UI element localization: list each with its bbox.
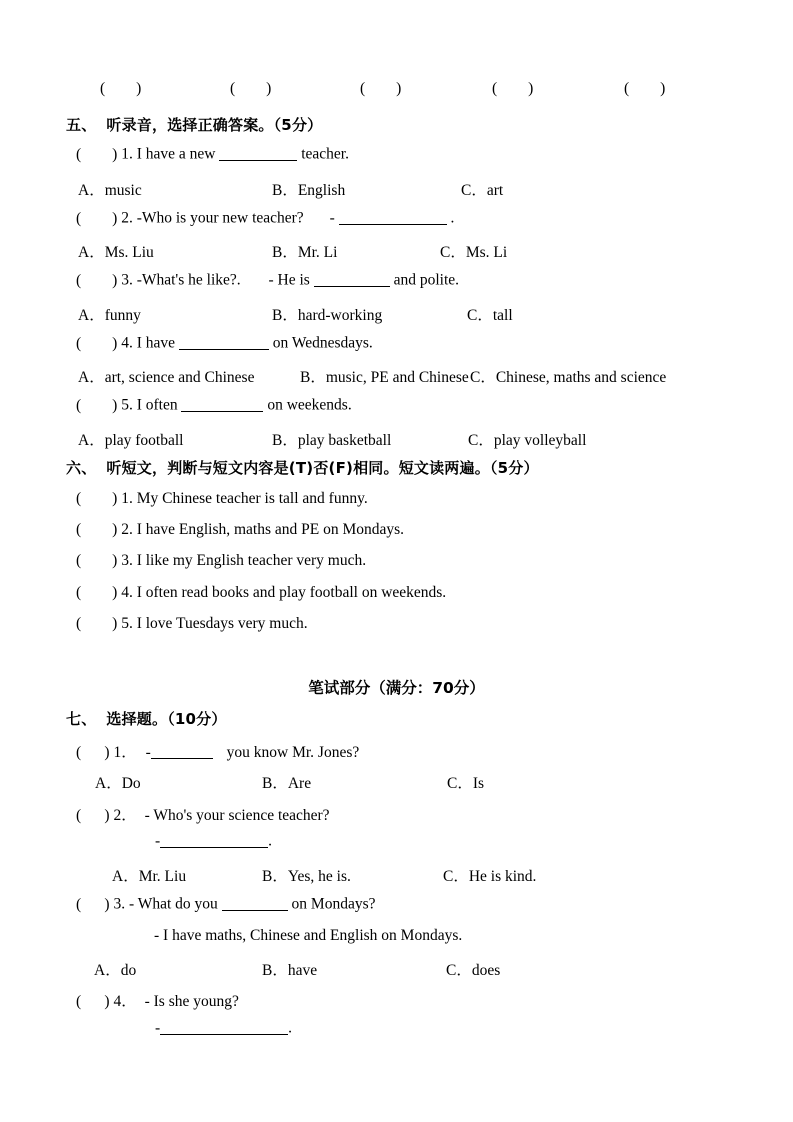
option-c[interactable]: [468, 428, 586, 450]
option-text: Mr. Li: [297, 244, 338, 261]
option-text: He is kind.: [468, 868, 537, 885]
question-text-mid: - He is: [268, 271, 310, 289]
fill-blank[interactable]: [179, 334, 269, 350]
option-letter: C．: [440, 244, 466, 261]
section-six-item-4: [76, 584, 446, 602]
option-letter: C．: [447, 775, 473, 792]
answer-bracket[interactable]: ( ): [76, 145, 118, 163]
option-a[interactable]: [78, 178, 142, 200]
option-b[interactable]: [300, 365, 469, 387]
option-text: Ms. Liu: [104, 244, 154, 261]
option-text: play volleyball: [493, 432, 587, 449]
section-seven-question-3: [76, 895, 375, 914]
question-text-post: on Mondays?: [291, 895, 376, 913]
option-letter: C．: [443, 868, 469, 885]
section-six-item-3: [76, 552, 366, 570]
section-six-title: 听短文，判断与短文内容是(T)否(F)相同。短文读两遍。（5分）: [106, 459, 539, 477]
option-letter: A．: [78, 182, 105, 199]
answer-dash: -: [155, 1019, 161, 1037]
answer-bracket[interactable]: ( ): [76, 584, 118, 601]
answer-bracket-2[interactable]: ( ): [230, 80, 272, 97]
section-six-heading: [66, 457, 539, 478]
question-text-pre: I often: [136, 396, 178, 414]
section-seven-answer-line-2: [155, 832, 272, 851]
option-c[interactable]: [467, 303, 513, 325]
section-five-title: 听录音，选择正确答案。（5分）: [106, 116, 323, 134]
option-letter: C．: [446, 962, 472, 979]
item-text: I often read books and play football on weekends.: [136, 584, 447, 601]
option-text: Chinese, maths and science: [495, 369, 667, 386]
option-text: does: [471, 962, 501, 979]
option-letter: B．: [300, 369, 326, 386]
question-text-pre: I have: [136, 334, 175, 352]
option-b[interactable]: [272, 303, 382, 325]
option-c[interactable]: [446, 958, 500, 980]
option-a[interactable]: [78, 365, 254, 387]
top-answer-brackets: [0, 80, 793, 104]
section-five-question-3: [76, 271, 459, 290]
option-c[interactable]: [470, 365, 666, 387]
option-text: art: [486, 182, 504, 199]
option-letter: A．: [78, 244, 105, 261]
fill-blank[interactable]: [160, 832, 268, 848]
option-letter: A．: [112, 868, 139, 885]
answer-bracket-4[interactable]: ( ): [492, 80, 534, 97]
section-seven-heading: [66, 708, 227, 729]
option-a[interactable]: [94, 958, 136, 980]
answer-bracket[interactable]: ( ): [76, 552, 118, 569]
option-c[interactable]: [443, 864, 536, 886]
option-a[interactable]: [112, 864, 186, 886]
option-letter: B．: [262, 962, 288, 979]
option-c[interactable]: [447, 771, 484, 793]
question-number: 2．: [113, 807, 137, 824]
option-a[interactable]: [78, 428, 183, 450]
question-number: 2.: [121, 209, 133, 227]
option-text: Mr. Liu: [138, 868, 187, 885]
option-text: music: [104, 182, 142, 199]
question-text-pre: -What's he like?.: [136, 271, 241, 289]
answer-period: .: [268, 832, 273, 850]
section-six-item-5: [76, 615, 308, 633]
option-letter: A．: [78, 432, 105, 449]
option-letter: B．: [262, 775, 288, 792]
option-letter: A．: [94, 962, 121, 979]
answer-bracket[interactable]: ( ): [76, 993, 110, 1010]
fill-blank[interactable]: [181, 396, 263, 412]
section-seven-question-4: [76, 989, 239, 1011]
question-number: 5.: [121, 396, 133, 414]
option-letter: B．: [272, 432, 298, 449]
item-number: 3.: [121, 552, 133, 569]
question-text-pre: - What do you: [128, 895, 218, 913]
option-text: funny: [104, 307, 141, 324]
section-six-number: 六、: [66, 459, 97, 477]
question-text-post: and polite.: [393, 271, 460, 289]
option-text: Ms. Li: [465, 244, 508, 261]
option-text: hard-working: [297, 307, 383, 324]
fill-blank[interactable]: [151, 743, 213, 759]
answer-bracket[interactable]: ( ): [76, 396, 118, 414]
option-a[interactable]: [95, 771, 141, 793]
section-five-question-2: [76, 209, 454, 228]
option-text: English: [297, 182, 346, 199]
question-number: 3.: [121, 271, 133, 289]
section-five-question-4: [76, 334, 373, 353]
section-five-heading: [66, 114, 322, 135]
question-text-post: on weekends.: [267, 396, 352, 414]
question-number: 4．: [113, 993, 137, 1010]
option-text: Yes, he is.: [287, 868, 351, 885]
option-letter: A．: [95, 775, 122, 792]
option-text: have: [287, 962, 318, 979]
section-seven-answer-line-3: - I have maths, Chinese and English on Mondays.: [154, 927, 463, 944]
option-a[interactable]: [78, 240, 154, 262]
option-c[interactable]: [440, 240, 507, 262]
answer-bracket[interactable]: ( ): [76, 744, 110, 761]
question-number: 4.: [121, 334, 133, 352]
item-text: I have English, maths and PE on Mondays.: [136, 521, 405, 538]
fill-blank[interactable]: [339, 209, 447, 225]
answer-bracket[interactable]: ( ): [76, 209, 118, 227]
answer-dash: -: [329, 209, 335, 227]
question-number: 3.: [113, 895, 126, 913]
option-letter: A．: [78, 307, 105, 324]
option-text: Is: [472, 775, 485, 792]
option-text: art, science and Chinese: [104, 369, 255, 386]
question-number: 1.: [121, 145, 133, 163]
item-number: 1.: [121, 490, 133, 507]
option-a[interactable]: [78, 303, 141, 325]
question-text-post: .: [450, 209, 455, 227]
answer-period: .: [288, 1019, 293, 1037]
option-letter: B．: [262, 868, 288, 885]
question-stem: - Is she young?: [144, 993, 239, 1010]
answer-bracket[interactable]: ( ): [76, 334, 118, 352]
item-number: 4.: [121, 584, 133, 601]
option-b[interactable]: [272, 428, 391, 450]
option-letter: C．: [468, 432, 494, 449]
option-b[interactable]: [262, 864, 351, 886]
answer-bracket[interactable]: ( ): [76, 490, 118, 507]
option-b[interactable]: [272, 178, 345, 200]
answer-bracket-1[interactable]: ( ): [100, 80, 142, 97]
option-text: Do: [121, 775, 141, 792]
question-number: 1．: [113, 744, 137, 761]
section-five-question-1: [76, 145, 349, 164]
section-six-item-2: [76, 521, 404, 539]
question-dash: -: [145, 744, 151, 761]
item-text: I love Tuesdays very much.: [136, 615, 308, 632]
option-text: do: [120, 962, 137, 979]
option-text: tall: [492, 307, 513, 324]
question-text-post: on Wednesdays.: [272, 334, 373, 352]
option-text: Are: [287, 775, 312, 792]
item-text: My Chinese teacher is tall and funny.: [136, 490, 368, 507]
option-letter: B．: [272, 307, 298, 324]
option-letter: B．: [272, 244, 298, 261]
section-seven-question-2: [76, 803, 330, 825]
item-number: 2.: [121, 521, 133, 538]
section-five-question-5: [76, 396, 352, 415]
fill-blank[interactable]: [160, 1019, 288, 1035]
section-seven-answer-line-4: [155, 1019, 292, 1038]
answer-bracket[interactable]: ( ): [76, 271, 118, 289]
item-number: 5.: [121, 615, 133, 632]
section-seven-title: 选择题。（10分）: [106, 710, 227, 728]
option-letter: C．: [461, 182, 487, 199]
option-letter: C．: [467, 307, 493, 324]
question-stem: - Who's your science teacher?: [144, 807, 330, 824]
answer-bracket[interactable]: ( ): [76, 807, 110, 824]
fill-blank[interactable]: [314, 271, 390, 287]
section-seven-question-1: [76, 740, 359, 762]
option-text: music, PE and Chinese: [325, 369, 469, 386]
written-part-title: 笔试部分（满分：70分）: [308, 679, 485, 697]
fill-blank[interactable]: [219, 145, 297, 161]
item-text: I like my English teacher very much.: [136, 552, 367, 569]
option-letter: A．: [78, 369, 105, 386]
question-text-pre: I have a new: [136, 145, 216, 163]
option-letter: B．: [272, 182, 298, 199]
option-c[interactable]: [461, 178, 503, 200]
option-text: play football: [104, 432, 184, 449]
answer-bracket[interactable]: ( ): [76, 895, 110, 913]
option-letter: C．: [470, 369, 496, 386]
question-text-post: teacher.: [301, 145, 349, 163]
fill-blank[interactable]: [222, 895, 288, 911]
option-b[interactable]: [272, 240, 337, 262]
section-seven-number: 七、: [66, 710, 97, 728]
option-b[interactable]: [262, 771, 311, 793]
section-five-number: 五、: [66, 116, 97, 134]
answer-bracket-5[interactable]: ( ): [624, 80, 666, 97]
option-b[interactable]: [262, 958, 317, 980]
answer-bracket[interactable]: ( ): [76, 615, 118, 632]
section-six-item-1: [76, 490, 368, 508]
question-text-post: you know Mr. Jones?: [226, 744, 360, 761]
answer-bracket[interactable]: ( ): [76, 521, 118, 538]
question-text-pre: -Who is your new teacher?: [136, 209, 304, 227]
answer-dash: -: [155, 832, 161, 850]
answer-bracket-3[interactable]: ( ): [360, 80, 402, 97]
option-text: play basketball: [297, 432, 392, 449]
